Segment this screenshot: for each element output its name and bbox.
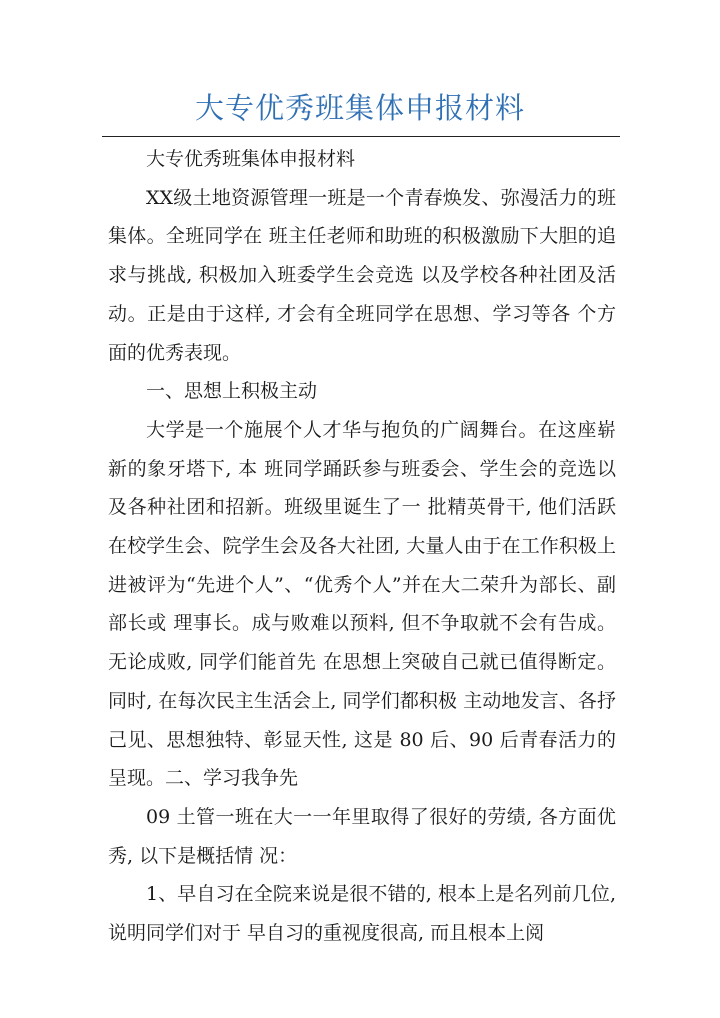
paragraph-intro: XX级土地资源管理一班是一个青春焕发、弥漫活力的班集体。全班同学在 班主任老师和助班的积极激励下大胆的追求与挑战, 积极加入班委学生会竞选 以及学校各种社团及活动。正是由于这样, 才会有全班同学在思想、学习等各 个方面的优秀表现。 [108, 186, 616, 364]
paragraph-morning-study: 1、早自习在全院来说是很不错的, 根本上是名列前几位, 说明同学们对于 早自习的重视度很高, 而且根本上阅 [108, 883, 616, 945]
paragraph-study-summary: 09 土管一班在大一一年里取得了很好的劳绩, 各方面优秀, 以下是概括情 况： [108, 805, 616, 867]
paragraph-subtitle: 大专优秀班集体申报材料 [146, 148, 356, 170]
section-heading-thought: 一、思想上积极主动 [146, 380, 318, 403]
document-title: 大专优秀班集体申报材料 [194, 91, 525, 125]
document-body [108, 140, 616, 953]
paragraph-thought: 大学是一个施展个人才华与抱负的广阔舞台。在这座崭新的象牙塔下, 本 班同学踊跃参与班委会、学生会的竞选以及各种社团和招新。班级里诞生了一 批精英骨干, 他们活跃在校学生会、院学生会及各大社团, 大量人由于在工作积极上进被评为“先进个人”、“优秀个人”并在大二荣升为部长、副部长或 理事长。成与败难以预料, 但不争取就不会有告成。无论成败, 同学们能首先 在思想上突破自己就已值得断定。同时, 在每次民主生活会上, 同学们都积极 主动地发言、各抒己见、思想独特、彰显天性, 这是 80 后、90 后青春活力的 呈现。二、学习我争先 [108, 418, 616, 790]
title-divider [102, 136, 620, 137]
